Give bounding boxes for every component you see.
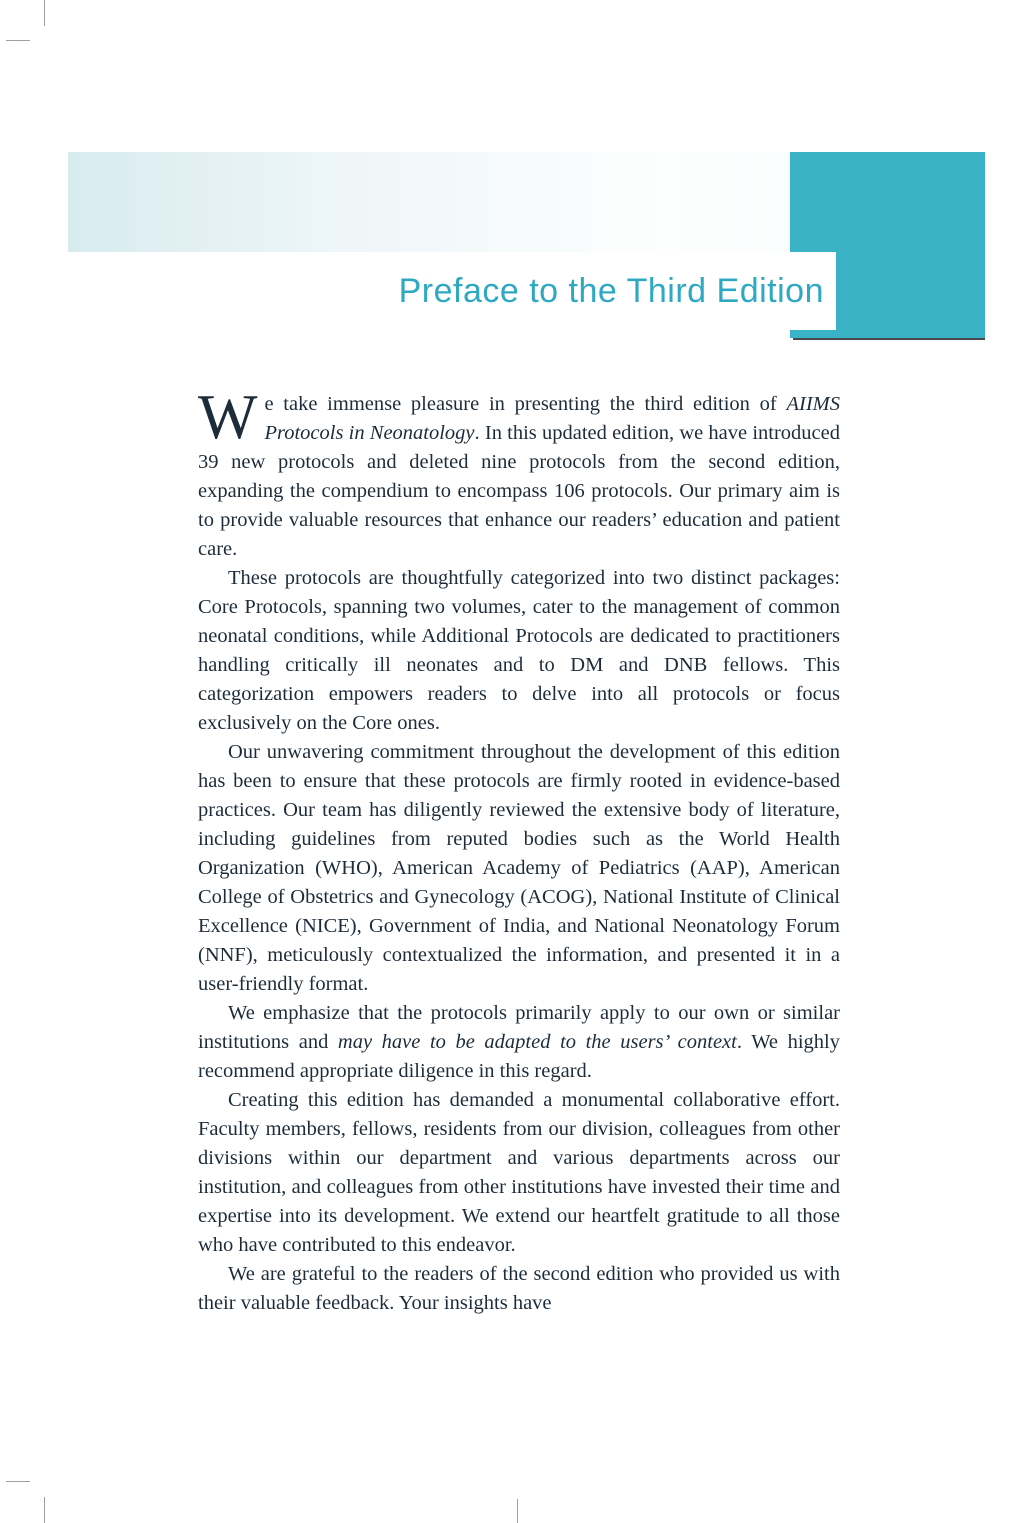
page-title: Preface to the Third Edition <box>398 271 824 310</box>
paragraph-1 <box>198 382 840 564</box>
paragraph-1-lead: e take immense pleasure in presenting the third edition of <box>264 393 787 415</box>
paragraph-6: We are grateful to the readers of the second edition who provided us with their valuable feedback. Your insights have <box>198 1263 840 1314</box>
crop-mark-top-left-vertical <box>44 0 45 26</box>
crop-mark-bottom-center-vertical <box>517 1499 518 1523</box>
paragraph-2: These protocols are thoughtfully categorized into two distinct packages: Core Protocols, spanning two volumes, cater to the management of common neonatal conditions, while Additional Protocols are dedicated to practitioners handling critically ill neonates and to DM and DNB fellows. This categorization empowers readers to delve into all protocols or focus exclusively on the Core ones. <box>198 567 840 734</box>
paragraph-4 <box>198 999 840 1086</box>
paragraph-4-italic: may have to be adapted to the users’ context <box>337 1031 737 1053</box>
paragraph-4-after: . We highly recommend appropriate diligence in this regard. <box>198 1031 840 1082</box>
drop-cap: W <box>198 382 258 452</box>
paragraph-1-book-title: AIIMS Protocols in Neonatology <box>264 393 840 444</box>
paragraph-4-before: We emphasize that the protocols primarily apply to our own or similar institutions and <box>198 1002 840 1053</box>
paragraph-5: Creating this edition has demanded a monumental collaborative effort. Faculty members, fellows, residents from our division, colleagues from other divisions within our department and various departments across our institution, and colleagues from other institutions have invested their time and expertise into its development. We extend our heartfelt gratitude to all those who have contributed to this endeavor. <box>198 1089 840 1256</box>
crop-mark-bottom-left-vertical <box>44 1497 45 1523</box>
preface-body <box>198 382 840 1318</box>
paragraph-3: Our unwavering commitment throughout the development of this edition has been to ensure that these protocols are firmly rooted in evidence-based practices. Our team has diligently reviewed the extensive body of literature, including guidelines from reputed bodies such as the World Health Organization (WHO), American Academy of Pediatrics (AAP), American College of Obstetrics and Gynecology (ACOG), National Institute of Clinical Excellence (NICE), Government of India, and National Neonatology Forum (NNF), meticulously contextualized the information, and presented it in a user-friendly format. <box>198 741 840 995</box>
crop-mark-bottom-left-horizontal <box>6 1481 30 1482</box>
crop-mark-top-left-horizontal <box>6 40 30 41</box>
header-teal-underline <box>793 338 985 340</box>
paragraph-1-rest: . In this updated edition, we have introduced 39 new protocols and deleted nine protocols from the second edition, expanding the compendium to encompass 106 protocols. Our primary aim is to provide valuable resources that enhance our readers’ education and patient care. <box>198 422 840 560</box>
chapter-title-box <box>200 252 836 330</box>
